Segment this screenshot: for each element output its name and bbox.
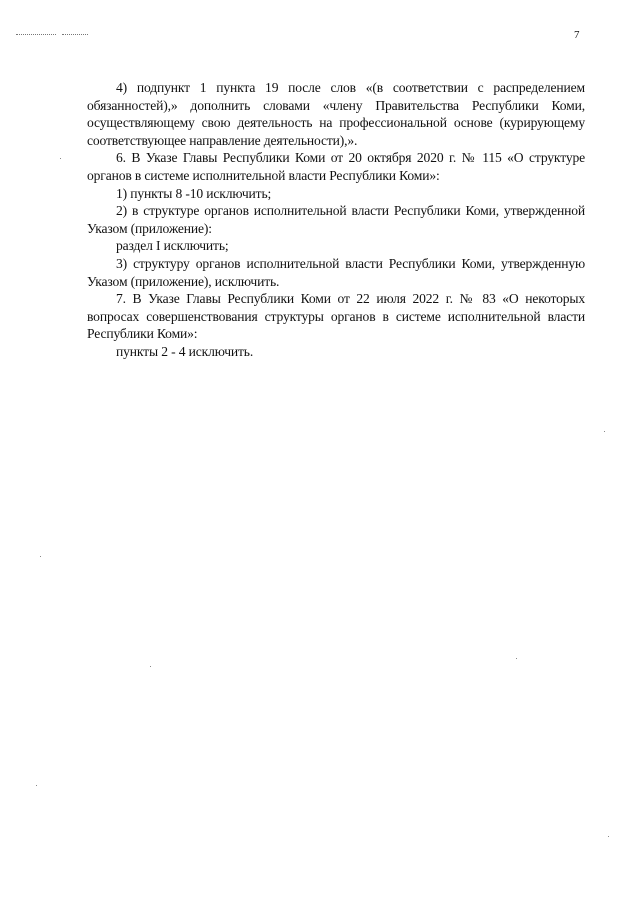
paragraph-subitem-1: 1) пункты 8 -10 исключить; <box>116 185 272 201</box>
scan-speck <box>604 431 605 432</box>
scan-artifact-line <box>16 34 56 36</box>
paragraph-decree-115: 6. В Указе Главы Республики Коми от 20 октября 2020 г. № 115 «О структуре органов в системе исполнительной власти Республики Коми»: <box>87 150 585 183</box>
scan-speck <box>150 666 151 667</box>
paragraph-section-i: раздел I исключить; <box>116 238 229 254</box>
document-body <box>87 79 585 361</box>
scan-speck <box>60 158 61 159</box>
page-number: 7 <box>574 29 580 41</box>
scan-artifact-line <box>62 34 88 36</box>
scan-speck <box>40 556 41 557</box>
paragraph-item-4: 4) подпункт 1 пункта 19 после слов «(в соответствии с распределением обязанностей),» дополнить словами «члену Правительства Республики Коми, осуществляющему свою деятельность на профессиональной основе (курирующему соответствующее направление деятельности),». <box>87 80 585 148</box>
paragraph-decree-83: 7. В Указе Главы Республики Коми от 22 июля 2022 г. № 83 «О некоторых вопросах совершенствования структуры органов в системе исполнительной власти Республики Коми»: <box>87 291 585 342</box>
scan-speck <box>516 658 517 659</box>
scan-speck <box>608 836 609 837</box>
paragraph-subitem-3: 3) структуру органов исполнительной власти Республики Коми, утвержденную Указом (приложение), исключить. <box>87 255 585 289</box>
scan-speck <box>36 785 37 786</box>
paragraph-items-2-4: пункты 2 - 4 исключить. <box>116 343 254 359</box>
paragraph-subitem-2: 2) в структуре органов исполнительной власти Республики Коми, утвержденной Указом (приложение): <box>87 203 585 236</box>
